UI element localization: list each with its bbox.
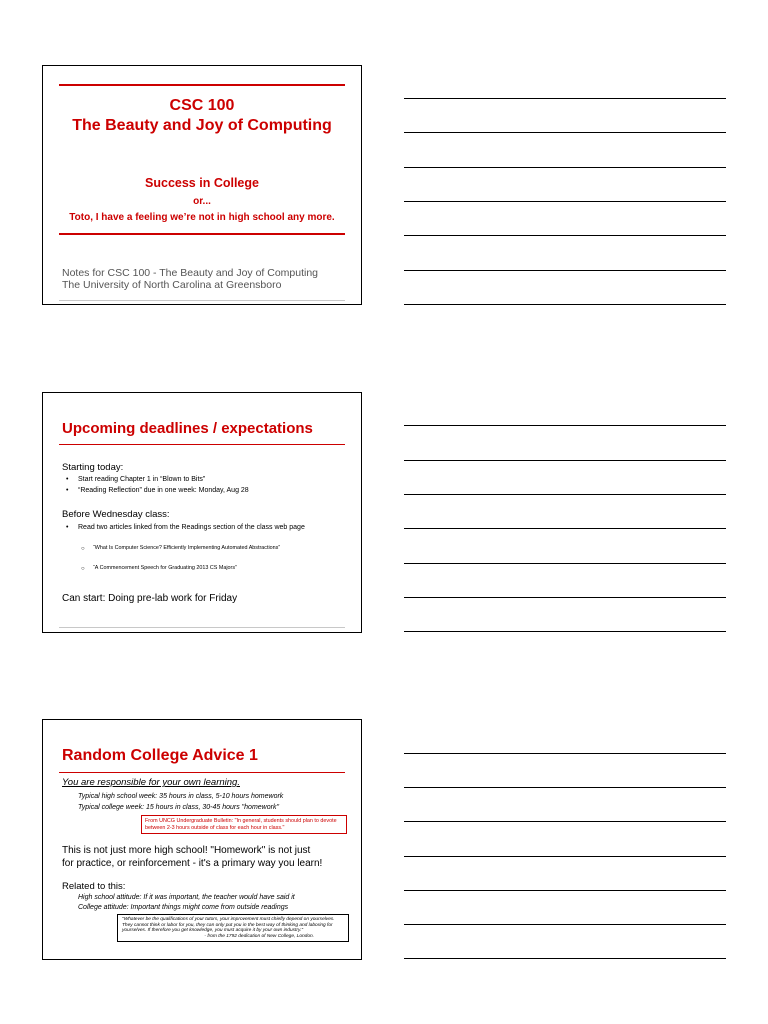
note-line <box>404 460 726 461</box>
red-rule <box>59 444 345 445</box>
gray-rule <box>59 627 345 628</box>
quote-source: - from the 1792 dedication of New College, London. <box>204 933 314 939</box>
lecture-title: Success in College <box>145 176 259 190</box>
bullet-item: • Start reading Chapter 1 in “Blown to Bits” <box>78 476 205 483</box>
hs-week-text: Typical high school week: 35 hours in class, 5-10 hours homework <box>78 793 284 800</box>
note-line <box>404 958 726 959</box>
slide-2 <box>42 392 362 633</box>
red-rule <box>59 233 345 235</box>
note-line <box>404 821 726 822</box>
hs-attitude-text: High school attitude: If it was important, the teacher would have said it <box>78 894 295 901</box>
tagline: Toto, I have a feeling we’re not in high school any more. <box>69 212 335 223</box>
note-line <box>404 856 726 857</box>
notes-line: The University of North Carolina at Greensboro <box>62 279 282 291</box>
course-subtitle: The Beauty and Joy of Computing <box>72 117 332 134</box>
course-title: CSC 100 <box>169 97 235 114</box>
paragraph-line: for practice, or reinforcement - it's a primary way you learn! <box>62 858 323 869</box>
paragraph-line: This is not just more high school! "Homework" is not just <box>62 845 311 856</box>
slide-heading: Random College Advice 1 <box>62 747 258 764</box>
slide-3 <box>42 719 362 960</box>
bulletin-callout: From UNCG Undergraduate Bulletin: "In general, students should plan to devote between 2-3 hours outside of class for each hour in class." <box>141 815 347 834</box>
main-paragraph <box>62 844 322 870</box>
note-line <box>404 235 726 236</box>
bullet-item: • “Reading Reflection” due in one week: Monday, Aug 28 <box>78 487 249 494</box>
red-rule <box>59 772 345 773</box>
note-line <box>404 753 726 754</box>
note-line <box>404 924 726 925</box>
sub-bullet: ○ “What Is Computer Science? Efficiently Implementing Automated Abstractions” <box>93 545 343 552</box>
note-line <box>404 167 726 168</box>
related-label: Related to this: <box>62 881 126 892</box>
note-line <box>404 270 726 271</box>
red-rule <box>59 84 345 86</box>
note-line <box>404 563 726 564</box>
college-attitude-text: College attitude: Important things might come from outside readings <box>78 904 289 911</box>
note-line <box>404 528 726 529</box>
quote-box <box>117 914 349 942</box>
section-label: Starting today: <box>62 462 124 473</box>
note-line <box>404 890 726 891</box>
note-line <box>404 597 726 598</box>
notes-line: Notes for CSC 100 - The Beauty and Joy of Computing <box>62 267 319 279</box>
note-line <box>404 494 726 495</box>
note-line <box>404 787 726 788</box>
note-line <box>404 201 726 202</box>
note-line <box>404 425 726 426</box>
quote-text: "Whatever be the qualifications of your tutors, your improvement must chiefly depend on yourselves. They cannot think or labor for you, they can only put you in the best way of thinking and laboring for yourselves. If therefore you get knowledge, you must acquire it by your own industry." <box>122 917 335 934</box>
slide-heading: Upcoming deadlines / expectations <box>62 420 313 437</box>
notes-footer <box>62 267 318 291</box>
college-week-text: Typical college week: 15 hours in class, 30-45 hours "homework" <box>78 804 279 811</box>
note-line <box>404 304 726 305</box>
can-start-text: Can start: Doing pre-lab work for Friday <box>62 593 238 604</box>
gray-rule <box>59 300 345 301</box>
note-line <box>404 631 726 632</box>
slide-1 <box>42 65 362 305</box>
or-text: or... <box>193 196 211 207</box>
sub-bullet: ○ “A Commencement Speech for Graduating 2013 CS Majors” <box>93 565 343 572</box>
responsible-text: You are responsible for your own learning. <box>62 777 240 788</box>
note-line <box>404 132 726 133</box>
note-line <box>404 98 726 99</box>
bullet-item: • Read two articles linked from the Readings section of the class web page <box>78 523 348 532</box>
section-label: Before Wednesday class: <box>62 509 170 520</box>
